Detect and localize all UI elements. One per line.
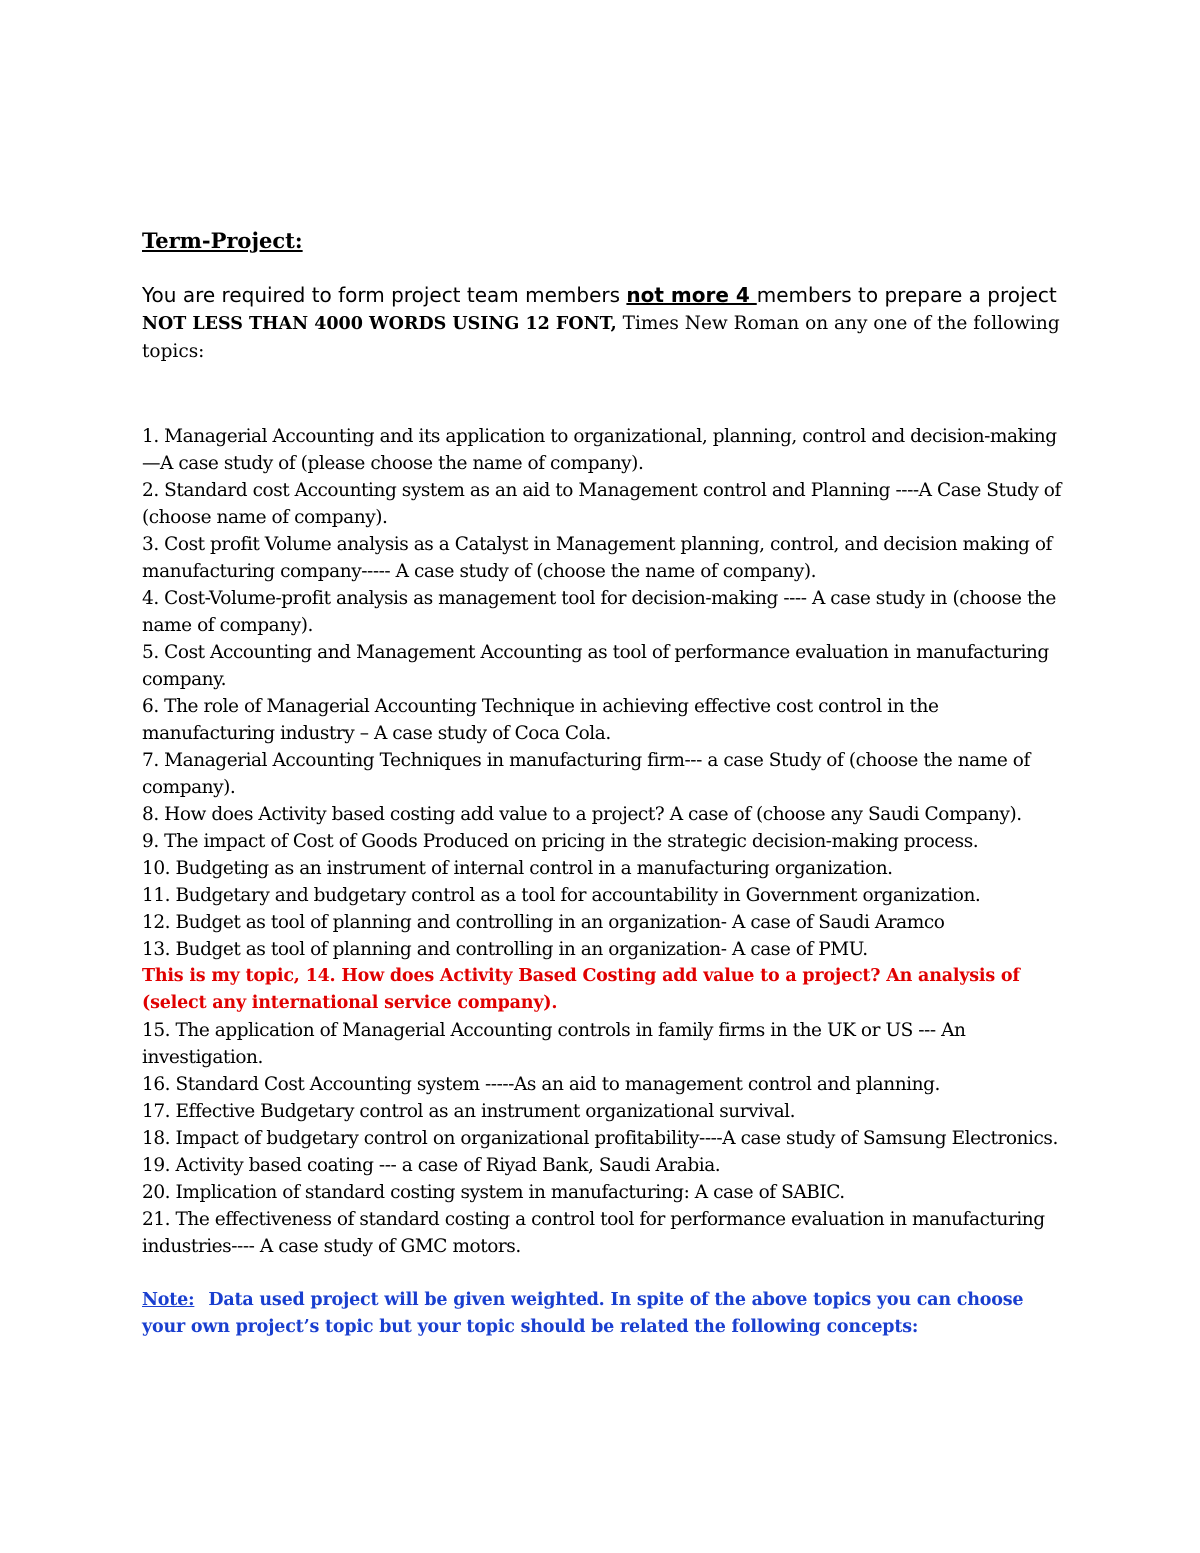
topic-item-16: 16. Standard Cost Accounting system -----As an aid to management control and planning. (142, 1074, 940, 1095)
topic-item-14-selected: This is my topic, 14. How does Activity Based Costing add value to a project? An analysis of (select any international service company). (142, 966, 1020, 1013)
note-paragraph (142, 1287, 1072, 1341)
topic-item-11: 11. Budgetary and budgetary control as a tool for accountability in Government organization. (142, 885, 981, 906)
topic-item-5: 5. Cost Accounting and Management Accounting as tool of performance evaluation in manufacturing company. (142, 642, 1049, 690)
topic-item-20: 20. Implication of standard costing system in manufacturing: A case of SABIC. (142, 1182, 845, 1203)
topic-item-19: 19. Activity based coating --- a case of Riyad Bank, Saudi Arabia. (142, 1155, 721, 1176)
topic-item-13: 13. Budget as tool of planning and controlling in an organization- A case of PMU. (142, 939, 868, 960)
intro-text-3: Times New Roman on any one of the following topics: (142, 313, 1060, 362)
intro-text-2: members to prepare a project (756, 283, 1057, 307)
topic-item-6: 6. The role of Managerial Accounting Technique in achieving effective cost control in the manufacturing industry – A case study of Coca Cola. (142, 696, 939, 744)
intro-paragraph (142, 282, 1072, 365)
topic-item-8: 8. How does Activity based costing add value to a project? A case of (choose any Saudi Company). (142, 804, 1022, 825)
intro-emphasis: not more 4 (626, 283, 757, 307)
topic-item-10: 10. Budgeting as an instrument of internal control in a manufacturing organization. (142, 858, 893, 879)
topic-item-15: 15. The application of Managerial Accounting controls in family firms in the UK or US --- An investigation. (142, 1020, 966, 1068)
intro-requirement: NOT LESS THAN 4000 WORDS USING 12 FONT, (142, 314, 617, 334)
topic-item-9: 9. The impact of Cost of Goods Produced on pricing in the strategic decision-making process. (142, 831, 979, 852)
topic-item-2: 2. Standard cost Accounting system as an aid to Management control and Planning ----A Case Study of (choose name of company). (142, 480, 1061, 528)
page-title: Term-Project: (142, 228, 303, 253)
topic-item-1: 1. Managerial Accounting and its application to organizational, planning, control and decision-making—A case study of (please choose the name of company). (142, 426, 1057, 474)
intro-text-1: You are required to form project team members (142, 283, 627, 307)
topic-item-7: 7. Managerial Accounting Techniques in manufacturing firm--- a case Study of (choose the name of company). (142, 750, 1030, 798)
topic-item-3: 3. Cost profit Volume analysis as a Catalyst in Management planning, control, and decision making of manufacturing company----- A case study of (choose the name of company). (142, 534, 1052, 582)
topic-item-17: 17. Effective Budgetary control as an instrument organizational survival. (142, 1101, 796, 1122)
topic-item-21: 21. The effectiveness of standard costing a control tool for performance evaluation in manufacturing industries---- A case study of GMC motors. (142, 1209, 1045, 1257)
note-text: Data used project will be given weighted. In spite of the above topics you can choose your own project’s topic but your topic should be related the following concepts: (142, 1290, 1024, 1337)
topic-list (142, 423, 1072, 1260)
document-page (142, 228, 1072, 1359)
topic-item-4: 4. Cost-Volume-profit analysis as management tool for decision-making ---- A case study in (choose the name of company). (142, 588, 1056, 636)
topic-item-18: 18. Impact of budgetary control on organizational profitability----A case study of Samsung Electronics. (142, 1128, 1058, 1149)
topic-item-12: 12. Budget as tool of planning and controlling in an organization- A case of Saudi Aramco (142, 912, 945, 933)
note-label: Note: (142, 1290, 195, 1310)
